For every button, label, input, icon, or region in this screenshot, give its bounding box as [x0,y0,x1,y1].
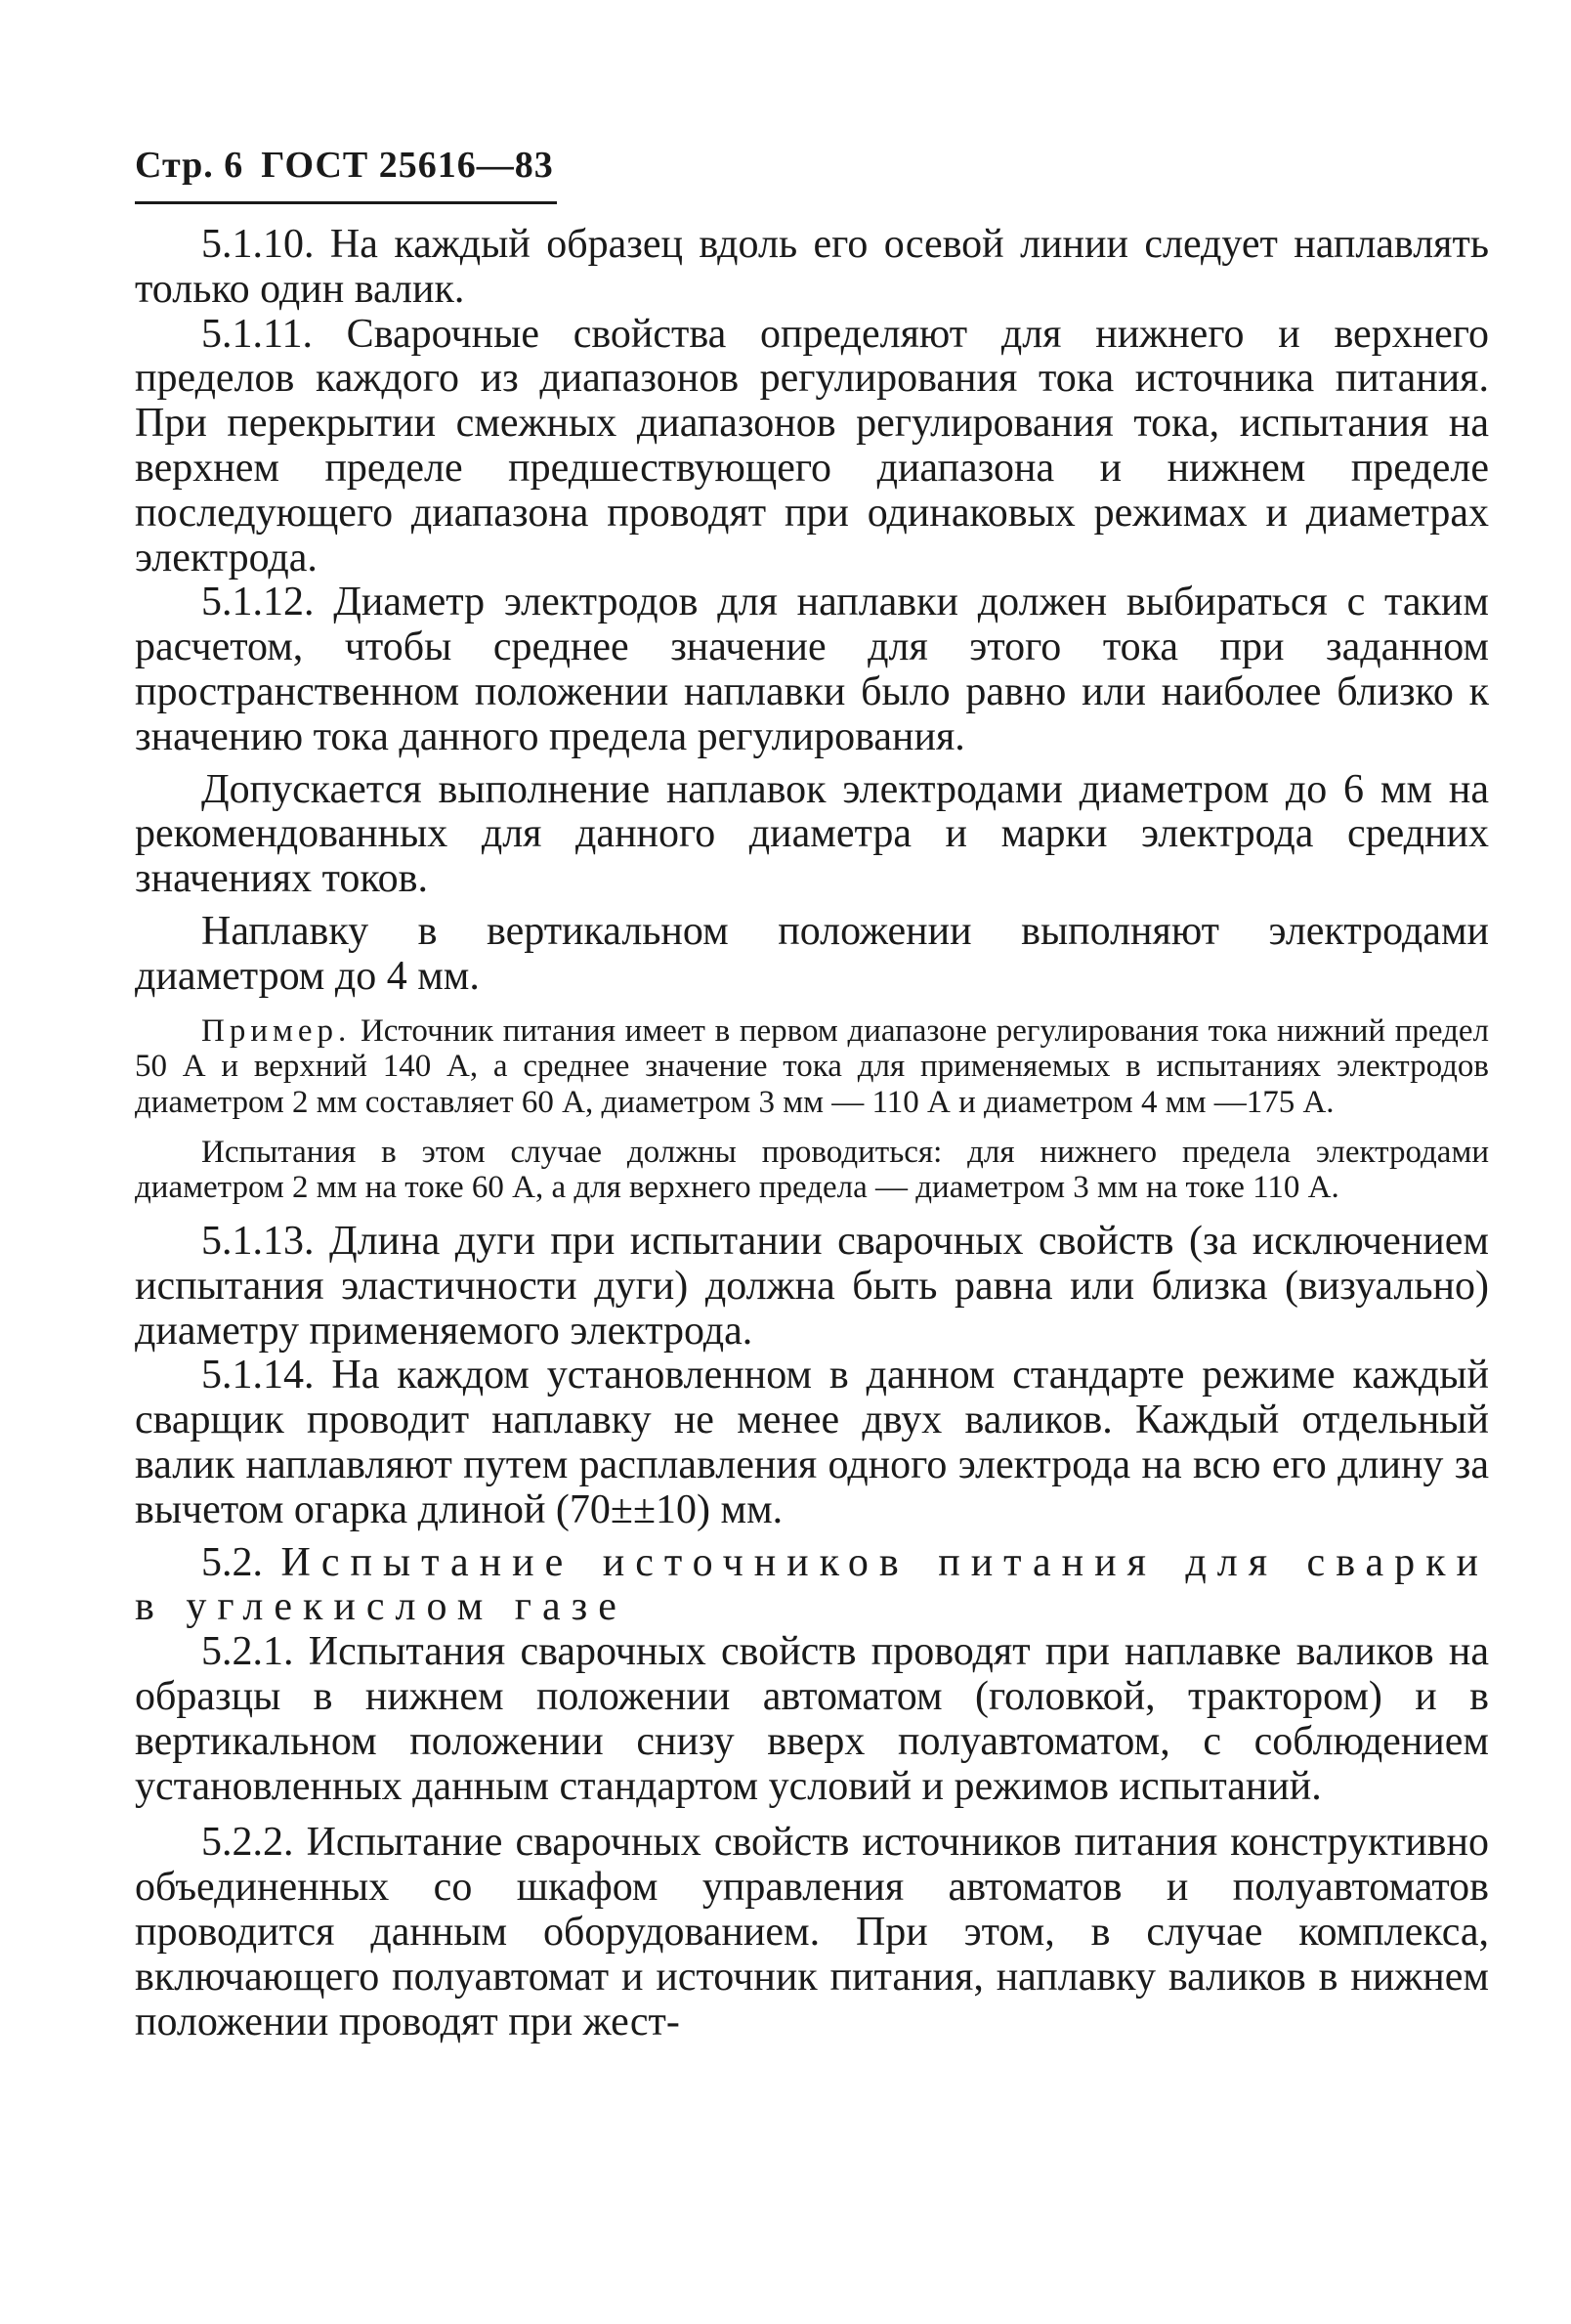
example-label: Пример. [201,1012,352,1049]
example-note: Испытания в этом случае должны проводиться: для нижнего предела электродами диаметром 2 мм на токе 60 А, а для верхнего предела — диаметром 3 мм на токе 110 А. [135,1134,1489,1206]
header-rule [135,201,557,204]
page-number-label: Стр. 6 [135,145,244,186]
standard-number: ГОСТ 25616—83 [261,145,554,186]
section-title: Испытание источников питания для сварки в углекислом газе [135,1539,1490,1630]
example-paragraph [135,1013,1489,1121]
page-header [135,147,554,184]
paragraph-5-1-11: 5.1.11. Сварочные свойства определяют для нижнего и верхнего пределов каждого из диапазонов регулирования тока источника питания. При перекрытии смежных диапазонов регулирования тока, испытания на верхнем пределе предшествующего диапазона и нижнем пределе последующего диапазона проводят при одинаковых режимах и диаметрах электрода. [135,311,1489,581]
section-heading-5-2 [135,1541,1489,1631]
paragraph-5-1-10: 5.1.10. На каждый образец вдоль его осевой линии следует наплавлять только один валик. [135,222,1489,312]
section-number: 5.2. [201,1539,263,1585]
paragraph-5-1-12: 5.1.12. Диаметр электродов для наплавки должен выбираться с таким расчетом, чтобы среднее значение для этого тока при заданном пространственном положении наплавки было равно или наиболее близко к значению тока данного предела регулирования. [135,580,1489,759]
paragraph-electrode-diameter: Допускается выполнение наплавок электродами диаметром до 6 мм на рекомендованных для данного диаметра и марки электрода средних значениях токов. [135,766,1489,902]
paragraph-vertical-position: Наплавку в вертикальном положении выполняют электродами диаметром до 4 мм. [135,908,1489,999]
document-body [135,223,1489,2044]
paragraph-5-1-14: 5.1.14. На каждом установленном в данном стандарте режиме каждый сварщик проводит наплавку не менее двух валиков. Каждый отдельный валик наплавляют путем расплавления одного электрода на всю его длину за вычетом огарка длиной (70±±10) мм. [135,1353,1489,1532]
example-text: Источник питания имеет в первом диапазоне регулирования тока нижний предел 50 А и верхний 140 А, а среднее значение тока для применяемых в испытаниях электродов диаметром 2 мм составляет 60 А, диаметром 3 мм — 110 А и диаметром 4 мм —175 А. [135,1012,1489,1120]
paragraph-5-2-2: 5.2.2. Испытание сварочных свойств источников питания конструктивно объединенных со шкафом управления автоматов и полуавтоматов проводится данным оборудованием. При этом, в случае комплекса, включающего полуавтомат и источник питания, наплавку валиков в нижнем положении проводят при жест- [135,1820,1489,2044]
paragraph-5-1-13: 5.1.13. Длина дуги при испытании сварочных свойств (за исключением испытания эластичности дуги) должна быть равна или близка (визуально) диаметру применяемого электрода. [135,1219,1489,1354]
paragraph-5-2-1: 5.2.1. Испытания сварочных свойств проводят при наплавке валиков на образцы в нижнем положении автоматом (головкой, трактором) и в вертикальном положении снизу вверх полуавтоматом, с соблюдением установленных данным стандартом условий и режимов испытаний. [135,1629,1489,1809]
